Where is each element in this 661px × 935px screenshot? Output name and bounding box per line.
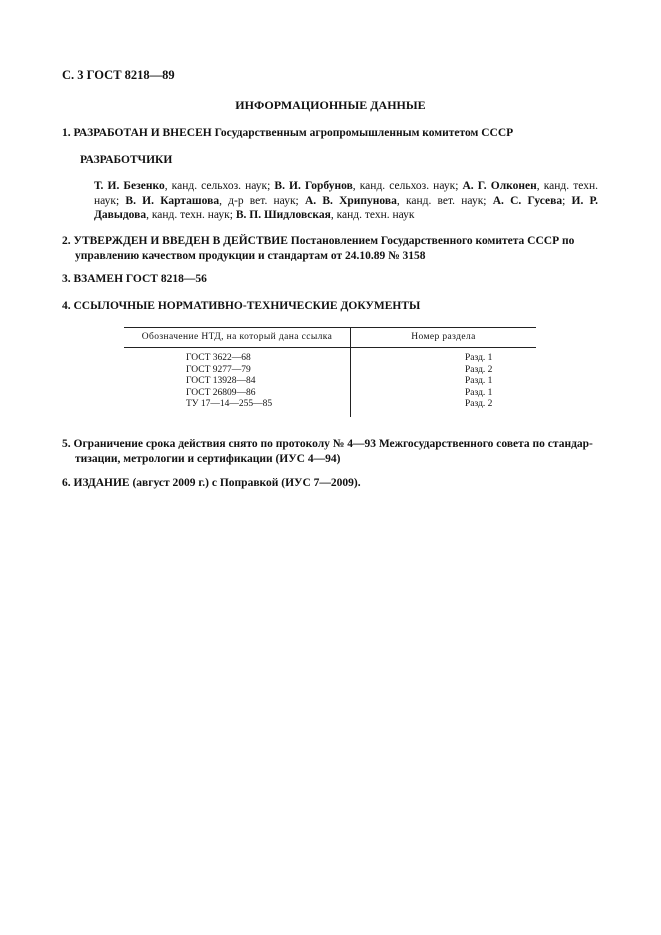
developer-name: В. И. Карташова: [125, 194, 220, 207]
item-3-replaces: 3. ВЗАМЕН ГОСТ 8218—56: [62, 273, 207, 285]
table-cell-section: Разд. 1: [465, 376, 493, 387]
table-row: [124, 365, 536, 377]
developer-name: В. П. Шидловская: [235, 209, 331, 221]
table-cell-section: Разд. 1: [465, 387, 493, 398]
table-cell-designation: ГОСТ 3622—68: [124, 348, 351, 365]
developers-heading: РАЗРАБОТЧИКИ: [80, 154, 173, 166]
item-2-approved: [62, 234, 602, 263]
item-2-text-continued: управлению качеством продукции и стандартам от 24.10.89 № 3158: [75, 249, 426, 262]
item-4-references: 4. ССЫЛОЧНЫЕ НОРМАТИВНО-ТЕХНИЧЕСКИЕ ДОКУМЕНТЫ: [62, 300, 421, 312]
table-header-row: [124, 328, 536, 348]
developer-title: ;: [562, 194, 572, 207]
item-2-text: Постановлением Государственного комитета СССР по: [287, 235, 575, 247]
developer-name: А. В. Хрипунова: [304, 194, 397, 207]
item-5-text: 5. Ограничение срока действия снято по протоколу № 4—93 Межгосударственного совета по стандар-: [62, 438, 593, 450]
table-row: [124, 399, 536, 417]
table-row: [124, 376, 536, 388]
table-cell-designation: ТУ 17—14—255—85: [124, 399, 351, 417]
reference-table: [124, 327, 536, 417]
developer-title: , канд. вет. наук;: [396, 194, 493, 207]
item-2-lead: 2. УТВЕРЖДЕН И ВВЕДЕН В ДЕЙСТВИЕ: [62, 235, 288, 247]
table-cell-section: Разд. 2: [465, 364, 493, 375]
column-header-section: Номер раздела: [351, 328, 537, 348]
page-title: ИНФОРМАЦИОННЫЕ ДАННЫЕ: [235, 98, 426, 112]
item-6-edition: 6. ИЗДАНИЕ (август 2009 г.) с Поправкой (ИУС 7—2009).: [62, 477, 361, 489]
developer-title: , д-р вет. наук;: [219, 194, 305, 207]
developer-title: , канд. техн. наук;: [94, 180, 598, 207]
developer-name: А. Г. Олконен: [462, 180, 537, 192]
item-5-text-continued: тизации, метрологии и сертификации (ИУС 4—94): [75, 452, 341, 465]
developer-name: В. И. Горбунов: [274, 180, 353, 192]
table-row: [124, 388, 536, 400]
column-header-designation: Обозначение НТД, на который дана ссылка: [124, 328, 351, 348]
item-1-developed: 1. РАЗРАБОТАН И ВНЕСЕН Государственным агропромышленным комитетом СССР: [62, 127, 514, 139]
developer-name: Т. И. Безенко: [94, 180, 165, 192]
page-header: С. 3 ГОСТ 8218—89: [62, 68, 175, 82]
developer-title: , канд. техн. наук;: [146, 209, 236, 221]
developer-title: , канд. сельхоз. наук;: [164, 180, 275, 192]
developer-name: И. Р. Давыдова: [94, 194, 598, 221]
item-5-limitation: [62, 437, 607, 466]
developer-name: А. С. Гусева: [492, 194, 563, 207]
table-cell-designation: ГОСТ 13928—84: [124, 376, 351, 388]
developer-title: , канд. сельхоз. наук;: [352, 180, 463, 192]
table-row: [124, 348, 536, 365]
table-cell-section: Разд. 1: [465, 353, 493, 363]
table-cell-section: Разд. 2: [465, 399, 493, 410]
developer-title: , канд. техн. наук: [330, 209, 415, 221]
table-cell-designation: ГОСТ 9277—79: [124, 365, 351, 377]
developers-list: [94, 179, 598, 223]
table-cell-designation: ГОСТ 26809—86: [124, 388, 351, 400]
